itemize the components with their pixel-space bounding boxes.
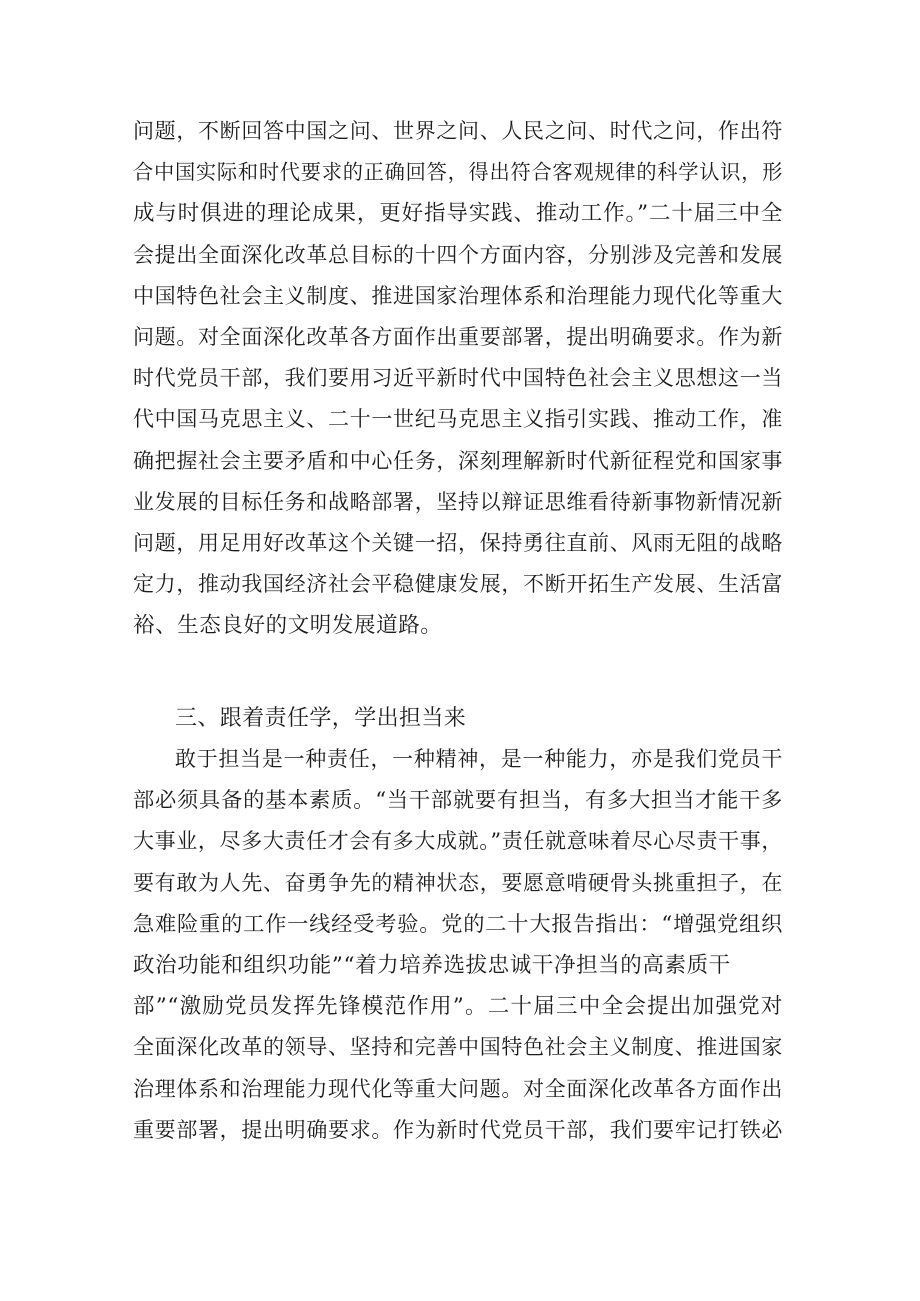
paragraph-line: 业发展的目标任务和战略部署，坚持以辩证思维看待新事物新情况新 [133,489,783,514]
paragraph-line: 代中国马克思主义、二十一世纪马克思主义指引实践、推动工作，准 [133,407,783,432]
paragraph-line: 中国特色社会主义制度、推进国家治理体系和治理能力现代化等重大 [133,283,783,308]
paragraph-line: 确把握社会主要矛盾和中心任务，深刻理解新时代新征程党和国家事 [133,448,783,473]
paragraph-line: 部必须具备的基本素质。“当干部就要有担当，有多大担当才能干多 [133,788,783,814]
paragraph-line: 大事业，尽多大责任才会有多大成就。”责任就意味着尽心尽责干事， [133,829,783,854]
body-paragraph-1 [133,111,783,646]
paragraph-line: 会提出全面深化改革总目标的十四个方面内容，分别涉及完善和发展 [133,242,783,267]
paragraph-line: 成与时俱进的理论成果，更好指导实践、推动工作。”二十届三中全 [133,201,783,227]
section-heading: 三、跟着责任学，学出担当来 [175,706,467,731]
paragraph-line: 急难险重的工作一线经受考验。党的二十大报告指出：“增强党组织 [133,911,783,937]
paragraph-line: 定力，推动我国经济社会平稳健康发展，不断开拓生产发展、生活富 [133,572,783,597]
paragraph-line: 问题，不断回答中国之问、世界之问、人民之问、时代之问，作出符 [133,119,783,143]
paragraph-line: 裕、生态良好的文明发展道路。 [133,613,443,639]
body-paragraph-2 [133,739,783,1151]
paragraph-line: 政治功能和组织功能”“着力培养选拔忠诚干净担当的高素质干 [133,952,731,978]
paragraph-line: 治理体系和治理能力现代化等重大问题。对全面深化改革各方面作出 [133,1076,783,1101]
paragraph-line: 全面深化改革的领导、坚持和完善中国特色社会主义制度、推进国家 [133,1035,783,1060]
paragraph-line: 问题，用足用好改革这个关键一招，保持勇往直前、风雨无阻的战略 [133,530,783,555]
paragraph-line: 时代党员干部，我们要用习近平新时代中国特色社会主义思想这一当 [133,366,783,391]
paragraph-line: 要有敢为人先、奋勇争先的精神状态，要愿意啃硬骨头挑重担子，在 [133,870,783,895]
paragraph-line: 问题。对全面深化改革各方面作出重要部署，提出明确要求。作为新 [133,324,783,349]
paragraph-line: 敢于担当是一种责任，一种精神，是一种能力，亦是我们党员干 [175,747,783,771]
paragraph-line: 合中国实际和时代要求的正确回答，得出符合客观规律的科学认识，形 [133,160,783,185]
paragraph-line: 重要部署，提出明确要求。作为新时代党员干部，我们要牢记打铁必 [133,1117,783,1142]
paragraph-line: 部”“激励党员发挥先锋模范作用”。二十届三中全会提出加强党对 [133,994,783,1020]
